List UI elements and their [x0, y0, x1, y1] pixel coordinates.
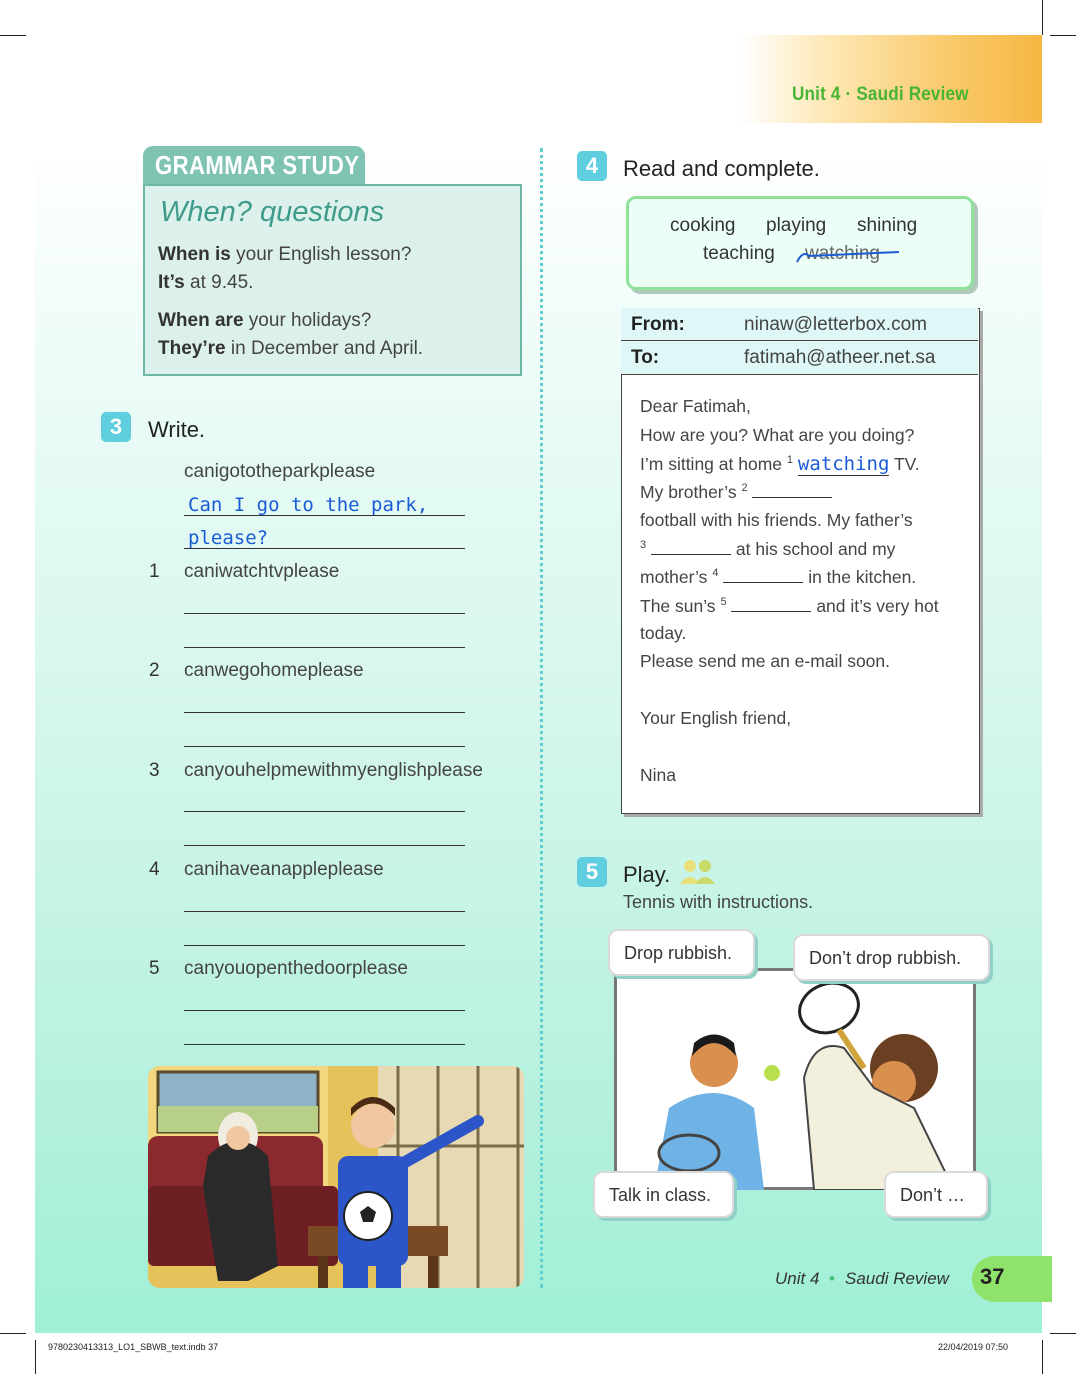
grammar-line: When are your holidays?: [158, 310, 372, 331]
answer-line: [184, 548, 465, 549]
answer-blank[interactable]: [651, 538, 731, 555]
crop-mark: [1042, 0, 1043, 35]
example-prompt: canigototheparkplease: [184, 461, 376, 482]
word-option: teaching: [703, 243, 775, 264]
column-divider: [540, 148, 543, 1288]
word-box: [626, 196, 974, 290]
header-band: [740, 35, 1042, 123]
crop-mark: [1050, 35, 1076, 36]
exercise-number-badge: 5: [577, 857, 607, 887]
item-prompt: canihaveanappleplease: [184, 859, 384, 880]
answer-line: [184, 515, 465, 516]
grammar-line: It’s at 9.45.: [158, 272, 254, 293]
from-address: ninaw@letterbox.com: [744, 314, 927, 335]
answer-line[interactable]: [184, 1044, 465, 1045]
answer-blank[interactable]: [731, 595, 811, 612]
print-slug-left: 9780230413313_LO1_SBWB_text.indb 37: [48, 1342, 219, 1352]
item-number: 5: [149, 958, 160, 979]
speech-bubble: Don’t drop rubbish.: [793, 934, 990, 981]
answer-line[interactable]: [184, 746, 465, 747]
grammar-line: When is your English lesson?: [158, 244, 412, 265]
crop-mark: [1042, 1340, 1043, 1374]
email-card: [621, 308, 980, 814]
tennis-illustration: [614, 968, 976, 1190]
footer-review: Saudi Review: [845, 1269, 949, 1288]
answer-blank[interactable]: [752, 481, 832, 498]
item-prompt: canwegohomeplease: [184, 660, 364, 681]
answer-line[interactable]: [184, 647, 465, 648]
answer-line[interactable]: [184, 613, 465, 614]
word-option-used: watching: [805, 243, 880, 264]
grammar-tab-label: GRAMMAR STUDY: [155, 150, 360, 180]
crop-mark: [1050, 1333, 1076, 1334]
example-answer-line1: Can I go to the park,: [188, 494, 429, 516]
footer-separator: •: [829, 1269, 835, 1288]
answer-line[interactable]: [184, 1010, 465, 1011]
exercise-number-badge: 3: [101, 412, 131, 442]
answer-line[interactable]: [184, 712, 465, 713]
item-prompt: canyouopenthedoorplease: [184, 958, 408, 979]
answer-line[interactable]: [184, 945, 465, 946]
email-line: $^3$ at his school and my: [640, 539, 896, 559]
exercise-title: Play.: [623, 862, 671, 887]
answer-blank[interactable]: [723, 566, 803, 583]
grammar-line: They’re in December and April.: [158, 338, 424, 359]
print-slug-right: 22/04/2019 07:50: [938, 1342, 1009, 1352]
word-option: playing: [766, 215, 827, 236]
exercise-number-badge: 4: [577, 151, 607, 181]
strike-through-mark: [795, 246, 901, 266]
item-prompt: canyouhelpmewithmyenglishplease: [184, 760, 483, 781]
email-name: Nina: [640, 765, 676, 785]
email-line: mother’s $^4$ in the kitchen.: [640, 567, 917, 587]
speech-bubble: Don’t …: [884, 1171, 988, 1218]
email-line: Dear Fatimah,: [640, 396, 751, 416]
speech-bubble: Talk in class.: [593, 1171, 734, 1218]
email-line: Please send me an e-mail soon.: [640, 651, 890, 671]
to-label: To:: [631, 347, 660, 368]
answer-line[interactable]: [184, 811, 465, 812]
from-label: From:: [631, 314, 685, 335]
living-room-illustration: [148, 1066, 524, 1288]
unit-header-title: Unit 4 · Saudi Review: [792, 84, 969, 105]
answer-line[interactable]: [184, 845, 465, 846]
page-number: 37: [980, 1264, 1005, 1289]
email-signoff: Your English friend,: [640, 708, 792, 728]
email-line: The sun’s $^5$ and it’s very hot: [640, 596, 939, 616]
answer-line[interactable]: [184, 911, 465, 912]
exercise-title: Read and complete.: [623, 156, 820, 181]
item-number: 4: [149, 859, 160, 880]
grammar-title: When? questions: [160, 196, 385, 228]
filled-answer: watching: [797, 453, 890, 475]
item-number: 2: [149, 660, 160, 681]
crop-mark: [35, 1340, 36, 1374]
email-line: My brother’s $^2$: [640, 481, 832, 503]
item-number: 1: [149, 561, 160, 582]
item-prompt: caniwatchtvplease: [184, 561, 340, 582]
crop-mark: [0, 1333, 26, 1334]
email-line: I’m sitting at home $^1$ watching TV.: [640, 453, 920, 475]
pair-work-icon: [678, 858, 718, 886]
email-line: today.: [640, 623, 687, 643]
example-answer-line2: please?: [188, 527, 269, 549]
footer-unit: Unit 4: [775, 1269, 820, 1288]
email-line: How are you? What are you doing?: [640, 425, 915, 445]
word-option: shining: [857, 215, 918, 236]
email-line: football with his friends. My father’s: [640, 510, 913, 530]
exercise-title: Write.: [148, 417, 206, 442]
speech-bubble: Drop rubbish.: [608, 929, 755, 976]
exercise-subtitle: Tennis with instructions.: [623, 892, 814, 912]
word-option: cooking: [670, 215, 736, 236]
item-number: 3: [149, 760, 160, 781]
crop-mark: [0, 35, 26, 36]
to-address: fatimah@atheer.net.sa: [744, 347, 936, 368]
